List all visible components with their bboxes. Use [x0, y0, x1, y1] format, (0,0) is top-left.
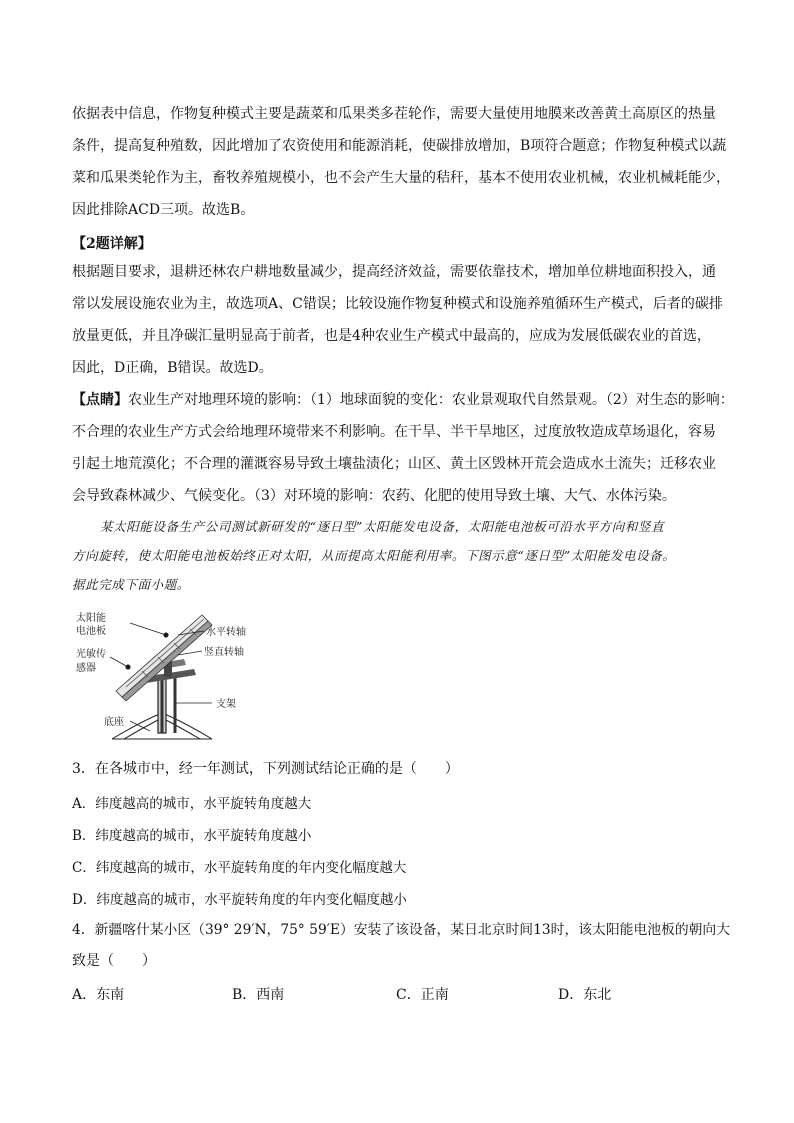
support-drawing	[158, 675, 175, 733]
key-point-label: 【点睛】	[72, 392, 128, 408]
text-line: 条件，提高复种殖数，因此增加了农资使用和能源消耗，使碳排放增加，B项符合题意；作物复种模式以蔬	[72, 138, 727, 154]
question-3-option-b[interactable]: B．纬度越高的城市，水平旋转角度越小	[72, 828, 312, 844]
question-3-option-c[interactable]: C．纬度越高的城市，水平旋转角度的年内变化幅度越大	[72, 860, 407, 876]
question-4-stem-cont: 致是（ ）	[72, 953, 156, 969]
text-line: 据此完成下面小题。	[72, 577, 190, 592]
label-support: 支架	[216, 699, 236, 710]
label-sensor-2: 感器	[76, 663, 96, 674]
question-4-option-a[interactable]: A．东南	[72, 987, 125, 1003]
text-line: 方向旋转，使太阳能电池板始终正对太阳，从而提高太阳能利用率。下图示意“逐日型”太阳能发电设备。	[72, 548, 676, 563]
question-3-option-a[interactable]: A．纬度越高的城市，水平旋转角度越大	[72, 796, 312, 812]
text-line: 某太阳能设备生产公司测试新研发的“逐日型”太阳能发电设备，太阳能电池板可沿水平方向和竖直	[100, 519, 665, 534]
explanation-q1	[72, 98, 730, 226]
label-solar-panel-2: 电池板	[76, 626, 106, 637]
text-line: 根据题目要求，退耕还林农户耕地数量减少，提高经济效益，需要依靠技术，增加单位耕地面积投入，通	[72, 264, 716, 280]
label-solar-panel: 太阳能	[76, 613, 106, 624]
solar-tracker-diagram	[72, 605, 292, 745]
question-4-stem: 4．新疆喀什某小区（39° 29′N，75° 59′E）安装了该设备，某日北京时间13时，该太阳能电池板的朝向大	[72, 922, 731, 938]
text-line: 放量更低，并且净碳汇量明显高于前者，也是4种农业生产模式中最高的，应成为发展低碳农业的首选，	[72, 328, 711, 344]
text-line: 依据表中信息，作物复种模式主要是蔬菜和瓜果类多茬轮作，需要大量使用地膜来改善黄土高原区的热量	[72, 106, 716, 122]
text-line: 因此，D正确，B错误。故选D。	[72, 360, 273, 376]
question-3-stem: 3．在各城市中，经一年测试，下列测试结论正确的是（ ）	[72, 761, 459, 777]
label-base: 底座	[104, 717, 124, 728]
question-3-option-d[interactable]: D．纬度越高的城市，水平旋转角度的年内变化幅度越小	[72, 892, 407, 908]
text-line: 菜和瓜果类轮作为主，畜牧养殖规模小，也不会产生大量的秸秆，基本不使用农业机械，农业机械耗能少，	[72, 170, 730, 186]
text-line: 不合理的农业生产方式会给地理环境带来不利影响。在干旱、半干旱地区，过度放牧造成草场退化，容易	[72, 424, 716, 440]
question-intro	[72, 512, 727, 541]
question-intro-cont	[72, 541, 727, 599]
text-line: 引起土地荒漠化；不合理的灌溉容易导致土壤盐渍化；山区、黄土区毁林开荒会造成水土流失；迁移农业	[72, 456, 716, 472]
label-sensor: 光敏传	[76, 649, 106, 660]
question-4-option-c[interactable]: C．正南	[396, 987, 449, 1003]
text-line: 会导致森林减少、气候变化。（3）对环境的影响：农药、化肥的使用导致土壤、大气、水体污染。	[72, 488, 676, 504]
question-4-option-d[interactable]: D．东北	[558, 987, 612, 1003]
text-line: 农业生产对地理环境的影响：（1）地球面貌的变化：农业景观取代自然景观。（2）对生态的影响：	[128, 392, 734, 408]
label-vertical-axis: 竖直转轴	[204, 647, 244, 658]
text-line: 因此排除ACD三项。故选B。	[72, 202, 255, 218]
question-4-option-b[interactable]: B．西南	[232, 987, 285, 1003]
label-horizontal-axis: 水平转轴	[206, 627, 246, 638]
heading-q2-detail: 【2题详解】	[72, 236, 152, 252]
text-line: 常以发展设施农业为主，故选项A、C错误；比较设施作物复种模式和设施养殖循环生产模式，后者的碳排	[72, 296, 723, 312]
explanation-q2	[72, 256, 724, 384]
key-point-section	[72, 384, 734, 512]
